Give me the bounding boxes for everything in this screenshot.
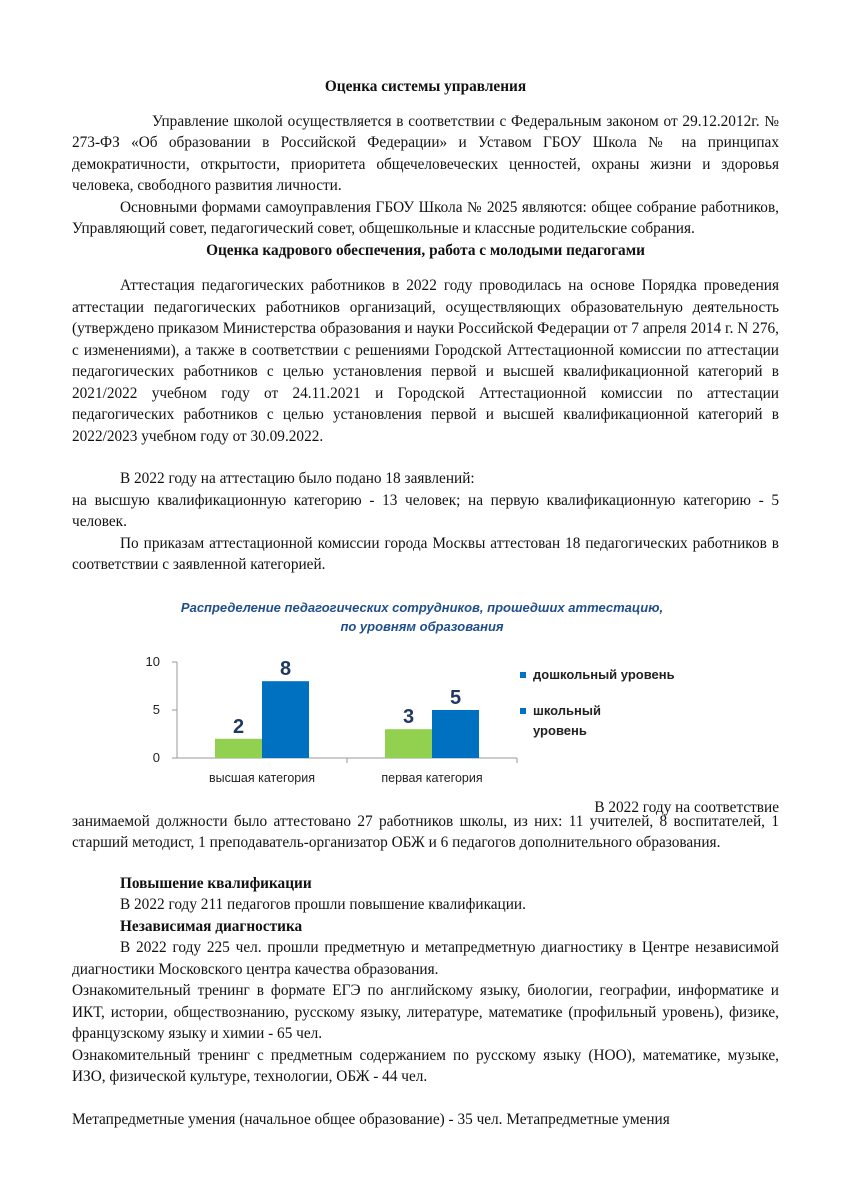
legend-label: дошкольный уровень bbox=[533, 666, 675, 682]
chart-title: Распределение педагогических сотрудников, прошедших аттестацию, bbox=[180, 599, 664, 615]
paragraph: В 2022 году 211 педагогов прошли повышение квалификации. bbox=[120, 896, 526, 913]
data-label: 2 bbox=[232, 715, 245, 738]
legend-label: школьный bbox=[533, 702, 601, 718]
y-tick-label: 10 bbox=[145, 653, 160, 669]
y-tick-label: 0 bbox=[152, 749, 160, 765]
bar-chart bbox=[72, 636, 779, 811]
y-tick-label: 5 bbox=[152, 701, 160, 717]
section-title-staffing: Оценка кадрового обеспечения, работа с молодыми педагогами bbox=[206, 241, 645, 259]
paragraph: на высшую квалификационную категорию - 13 человек; на первую квалификационную категорию - 5 человек. bbox=[72, 491, 779, 530]
data-label: 5 bbox=[449, 686, 462, 709]
section-title-management: Оценка системы управления bbox=[324, 78, 527, 95]
legend-swatch bbox=[520, 672, 526, 678]
data-label: 3 bbox=[402, 705, 415, 728]
bar bbox=[215, 738, 262, 757]
legend-swatch bbox=[520, 708, 526, 714]
after-chart-text: В 2022 году на соответствие bbox=[594, 798, 779, 816]
chart-subtitle: по уровням образования bbox=[340, 618, 504, 634]
section-title-diagnostics: Независимая диагностика bbox=[120, 917, 303, 935]
data-label: 8 bbox=[279, 657, 292, 680]
legend-label: уровень bbox=[533, 722, 587, 738]
paragraph: Управление школой осуществляется в соответствии с Федеральным законом от 29.12.2012г. № 273-ФЗ «Об образовании в Российской Федерации» и Уставом ГБОУ Школа № на принципах демократичности, открытости, приоритета общечеловеческих ценностей, охраны жизни и здоровья человека, свободного развития личности. bbox=[72, 112, 779, 194]
bar bbox=[385, 729, 432, 758]
document-page bbox=[72, 76, 779, 1130]
paragraph: Аттестация педагогических работников в 2022 году проводилась на основе Порядка проведения аттестации педагогических работников организаций, осуществляющих образовательную деятельность (утверждено приказом Министерства образования и науки Российской Федерации от 7 апреля 2014 г. N 276, с изменениями), а также в соответствии с решениями Городской Аттестационной комиссии по аттестации педагогических работников с целью установления первой и высшей квалификационной категорий в 2021/2022 учебном году от 24.11.2021 и Городской Аттестационной комиссии по аттестации педагогических работников с целью установления первой и высшей квалификационной категорий в 2022/2023 учебном году от 30.09.2022. bbox=[72, 277, 779, 445]
x-tick-label: высшая категория bbox=[209, 770, 315, 785]
bar bbox=[262, 681, 309, 758]
x-tick-label: первая категория bbox=[381, 770, 483, 785]
paragraph: занимаемой должности было аттестовано 27 работников школы, из них: 11 учителей, 8 воспитателей, 1 старший методист, 1 преподаватель-организатор ОБЖ и 6 педагогов дополнительного образования. bbox=[72, 812, 779, 851]
paragraph: В 2022 году 225 чел. прошли предметную и метапредметную диагностику в Центре независимой диагностики Московского центра качества образования. bbox=[72, 939, 779, 978]
paragraph: Основными формами самоуправления ГБОУ Школа № 2025 являются: общее собрание работников, Управляющий совет, педагогический совет, общешкольные и классные родительские собрания. bbox=[72, 198, 779, 237]
paragraph: По приказам аттестационной комиссии города Москвы аттестован 18 педагогических работников в соответствии с заявленной категорией. bbox=[72, 534, 779, 573]
paragraph: Метапредметные умения (начальное общее образование) - 35 чел. Метапредметные умения bbox=[72, 1110, 670, 1128]
bar bbox=[432, 710, 479, 758]
paragraph: В 2022 году на аттестацию было подано 18 заявлений: bbox=[120, 470, 475, 487]
section-title-qualification: Повышение квалификации bbox=[120, 874, 312, 892]
paragraph: Ознакомительный тренинг с предметным содержанием по русскому языку (НОО), математике, музыке, ИЗО, физической культуре, технологии, ОБЖ - 44 чел. bbox=[72, 1046, 779, 1085]
paragraph: Ознакомительный тренинг в формате ЕГЭ по английскому языку, биологии, географии, информатике и ИКТ, истории, обществознанию, русскому языку, литературе, математике (профильный уровень), физике, французскому языку и химии - 65 чел. bbox=[72, 982, 779, 1042]
chart-container bbox=[72, 598, 779, 816]
